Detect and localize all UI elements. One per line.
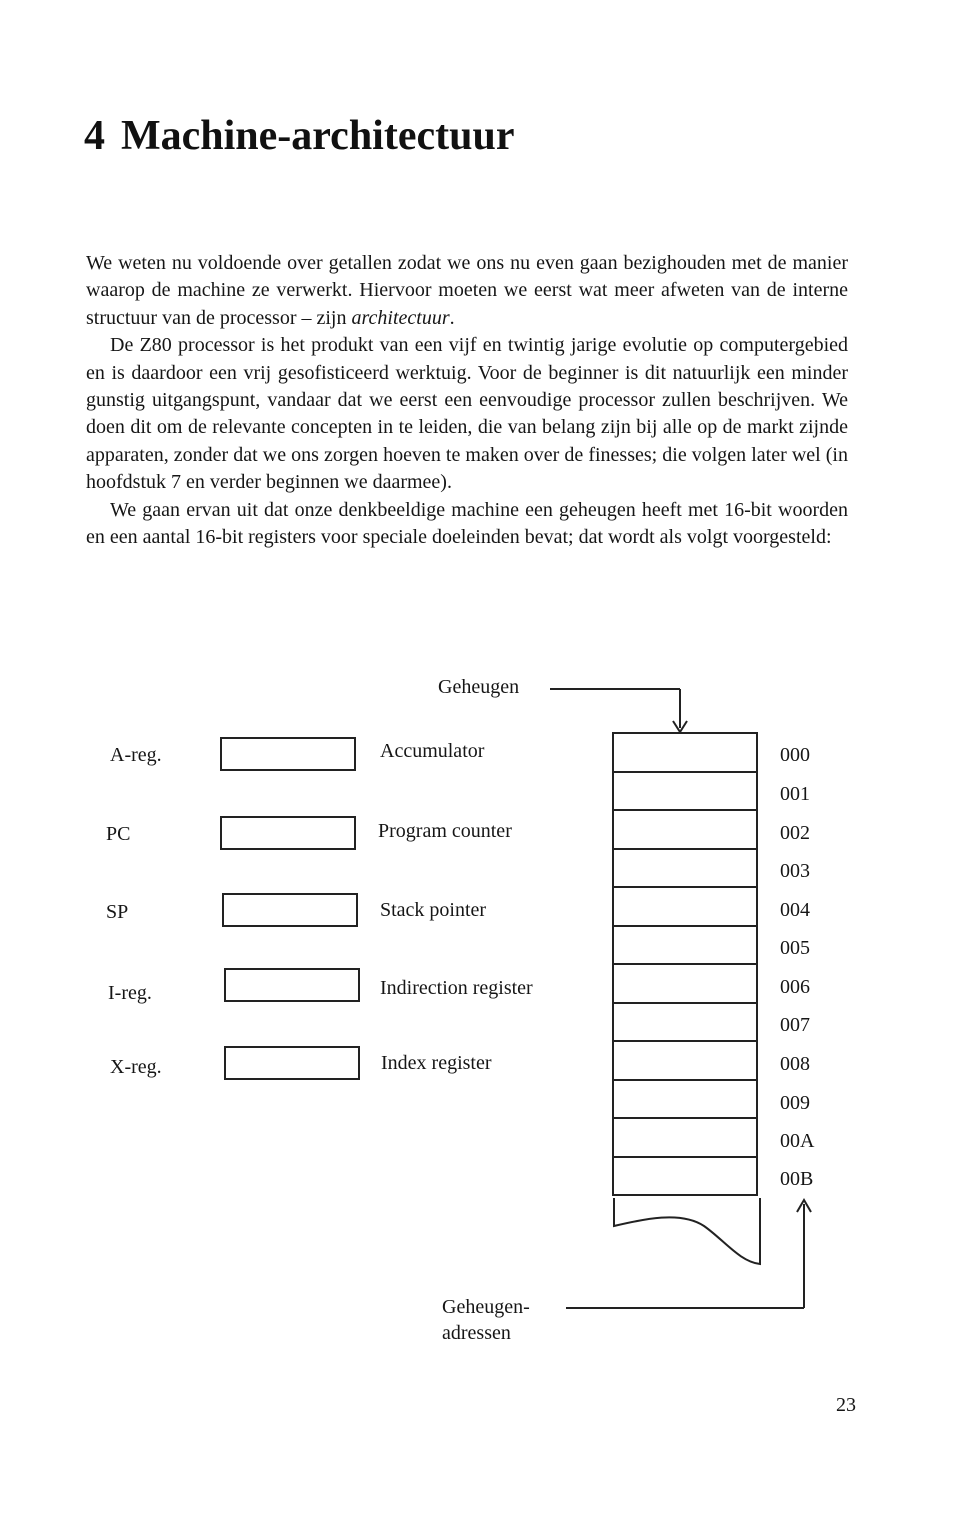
chapter-number: 4 xyxy=(84,113,105,159)
address-label: 00A xyxy=(780,1130,815,1152)
register-name-sp: SP xyxy=(106,901,129,923)
address-label: 000 xyxy=(780,744,810,766)
address-label: 002 xyxy=(780,822,810,844)
address-label: 001 xyxy=(780,783,810,805)
register-desc-x: Index register xyxy=(381,1052,492,1074)
paragraph-3: We gaan ervan uit dat onze denkbeeldige machine een geheugen heeft met 16-bit woorden en een aantal 16-bit registers voor speciale doeleinden bevat; dat wordt als volgt voorgesteld: xyxy=(86,498,848,549)
memory-label: Geheugen xyxy=(438,676,520,698)
register-name-x: X-reg. xyxy=(110,1056,162,1078)
address-label: 00B xyxy=(780,1168,814,1190)
memory-cell xyxy=(614,1081,756,1120)
chapter-title-text: Machine-architectuur xyxy=(121,113,515,159)
memory-cell xyxy=(614,773,756,812)
memory-cell xyxy=(614,811,756,850)
memory-cell xyxy=(614,1042,756,1081)
register-desc-sp: Stack pointer xyxy=(380,899,487,921)
register-box-i xyxy=(224,968,360,1002)
memory-cell xyxy=(614,850,756,889)
memory-cell xyxy=(614,1119,756,1158)
memory-cell xyxy=(614,734,756,773)
paragraph-1-text: We weten nu voldoende over getallen zodat we ons nu even gaan bezighouden met de manier waarop de machine ze verwerkt. Hiervoor moeten we eerst wat meer afweten van de interne structuur van de processor – zijn xyxy=(86,252,848,329)
paragraph-1-end: . xyxy=(449,306,455,329)
address-label: 009 xyxy=(780,1092,810,1114)
address-label: 007 xyxy=(780,1014,810,1036)
memory-torn-edge xyxy=(614,1198,760,1264)
address-label: 004 xyxy=(780,899,810,921)
address-label: 008 xyxy=(780,1053,810,1075)
paragraph-1-emphasis: architectuur xyxy=(351,306,450,329)
paragraph-2: De Z80 processor is het produkt van een vijf en twintig jarige evolutie op computergebied en is daardoor een vrij gesofisticeerd werktuig. Voor de beginner is dit natuurlijk een minder gunstig uitgangspunt, vandaar dat we eerst een eenvoudige processor zullen beschrijven. We doen dit om de relevante concepten in te leiden, die van belang zijn bij alle op de markt zijnde apparaten, zonder dat we ons zorgen hoeven te maken over de finesses; die volgen later wel (in hoofdstuk 7 en verder beginnen we daarmee). xyxy=(86,334,848,494)
register-desc-pc: Program counter xyxy=(378,820,512,842)
register-name-pc: PC xyxy=(106,823,131,845)
register-desc-a: Accumulator xyxy=(380,740,485,762)
address-label: 006 xyxy=(780,976,810,998)
address-label: 005 xyxy=(780,937,810,959)
register-box-sp xyxy=(222,893,358,927)
address-label-line1: Geheugen- xyxy=(442,1296,530,1318)
register-box-pc xyxy=(220,816,356,850)
memory-cell xyxy=(614,888,756,927)
register-desc-i: Indirection register xyxy=(380,977,533,999)
register-name-i: I-reg. xyxy=(108,982,152,1004)
register-box-x xyxy=(224,1046,360,1080)
memory-cell xyxy=(614,965,756,1004)
page-number: 23 xyxy=(836,1394,856,1416)
register-name-a: A-reg. xyxy=(110,744,162,766)
memory-cell xyxy=(614,927,756,966)
memory-cell xyxy=(614,1004,756,1043)
memory-column xyxy=(612,732,758,1196)
register-box-a xyxy=(220,737,356,771)
memory-cell xyxy=(614,1158,756,1197)
address-label: 003 xyxy=(780,860,810,882)
address-label-line2: adressen xyxy=(442,1322,511,1344)
